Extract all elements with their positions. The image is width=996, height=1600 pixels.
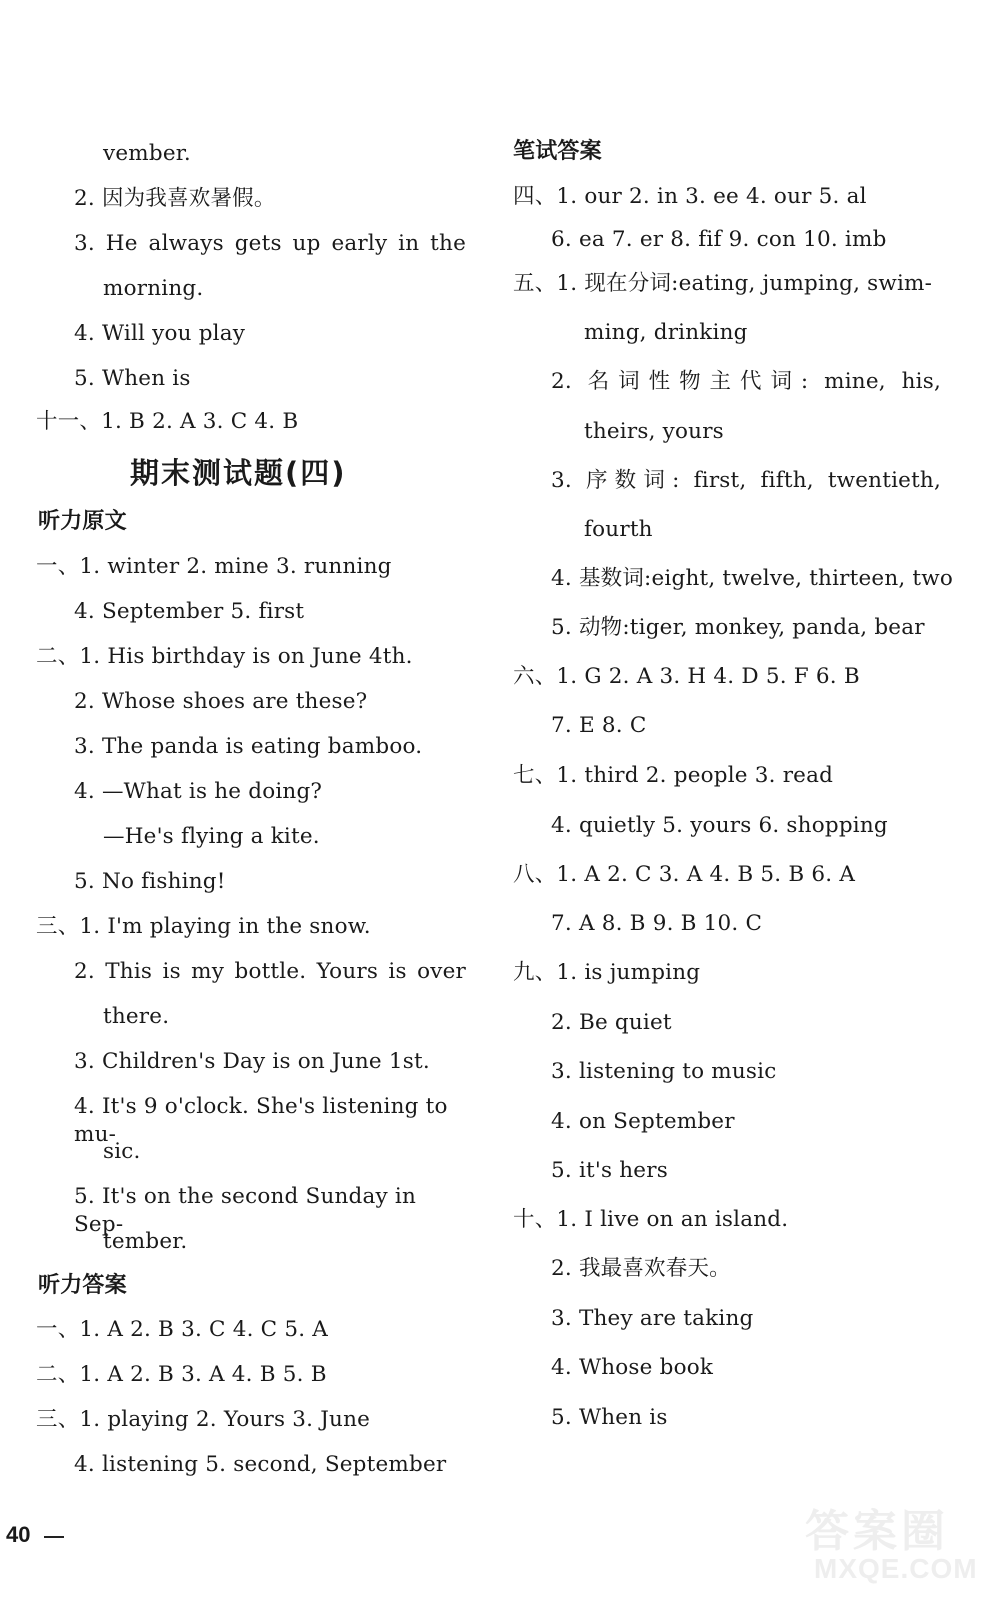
carry-line-3b: morning. (103, 276, 204, 301)
section-4-line-b: 6. ea 7. er 8. fif 9. con 10. imb (551, 227, 887, 252)
section-8-line-a: 八、1. A 2. C 3. A 4. B 5. B 6. A (513, 862, 856, 887)
section-3-item-2a: 2. This is my bottle. Yours is over (74, 959, 466, 984)
section-2-item-4b: —He's flying a kite. (103, 824, 320, 849)
section-9-item-4: 4. on September (551, 1109, 735, 1134)
section-1-line-b: 4. September 5. first (74, 599, 305, 624)
section-5-item-4: 4. 基数词:eight, twelve, thirteen, two (551, 566, 954, 591)
section-11-answers: 十一、1. B 2. A 3. C 4. B (36, 409, 299, 434)
section-3-item-1: 三、1. I'm playing in the snow. (36, 914, 371, 939)
watermark-bottom-text: MXQE.COM (814, 1553, 978, 1584)
section-3-item-4a: 4. It's 9 o'clock. She's listening to mu- (74, 1094, 448, 1147)
section-9-item-5: 5. it's hers (551, 1158, 668, 1183)
carry-line-4: 4. Will you play (74, 321, 246, 346)
section-5-item-1b: ming, drinking (584, 320, 748, 345)
section-3-item-3: 3. Children's Day is on June 1st. (74, 1049, 430, 1074)
section-10-item-3: 3. They are taking (551, 1306, 754, 1331)
carry-line-1: vember. (103, 141, 191, 166)
section-10-item-4: 4. Whose book (551, 1355, 714, 1380)
section-10-item-2: 2. 我最喜欢春天。 (551, 1256, 731, 1281)
section-5-item-3b: fourth (584, 517, 653, 542)
section-2-item-3: 3. The panda is eating bamboo. (74, 734, 423, 759)
carry-line-5: 5. When is (74, 366, 191, 391)
section-1-line-a: 一、1. winter 2. mine 3. running (36, 554, 392, 579)
section-3-item-5a: 5. It's on the second Sunday in Sep- (74, 1184, 417, 1237)
section-10-item-5: 5. When is (551, 1405, 668, 1430)
section-2-item-1: 二、1. His birthday is on June 4th. (36, 644, 413, 669)
section-5-item-2b: theirs, yours (584, 419, 724, 444)
section-10-item-1: 十、1. I live on an island. (513, 1207, 789, 1232)
answers-section-3a: 三、1. playing 2. Yours 3. June (36, 1407, 371, 1432)
answers-section-2: 二、1. A 2. B 3. A 4. B 5. B (36, 1362, 327, 1387)
section-6-line-a: 六、1. G 2. A 3. H 4. D 5. F 6. B (513, 664, 860, 689)
section-5-item-2a: 2. 名词性物主代词: mine, his, (551, 369, 941, 394)
section-5-item-5: 5. 动物:tiger, monkey, panda, bear (551, 615, 925, 640)
section-9-item-1: 九、1. is jumping (513, 960, 701, 985)
listening-answers-heading: 听力答案 (38, 1273, 127, 1298)
section-2-item-5: 5. No fishing! (74, 869, 226, 894)
section-5-item-1a: 五、1. 现在分词:eating, jumping, swim- (513, 271, 933, 296)
section-9-item-3: 3. listening to music (551, 1059, 777, 1084)
carry-line-3a: 3. He always gets up early in the (74, 231, 466, 256)
page-number-dash (44, 1536, 64, 1538)
section-5-item-3a: 3. 序数词: first, fifth, twentieth, (551, 468, 941, 493)
section-2-item-4a: 4. —What is he doing? (74, 779, 323, 804)
section-7-line-b: 4. quietly 5. yours 6. shopping (551, 813, 888, 838)
section-3-item-4b: sic. (103, 1139, 141, 1164)
section-2-item-2: 2. Whose shoes are these? (74, 689, 368, 714)
section-3-item-2b: there. (103, 1004, 170, 1029)
listening-script-heading: 听力原文 (38, 509, 127, 534)
section-4-line-a: 四、1. our 2. in 3. ee 4. our 5. al (513, 184, 867, 209)
section-8-line-b: 7. A 8. B 9. B 10. C (551, 911, 763, 936)
section-6-line-b: 7. E 8. C (551, 713, 647, 738)
watermark-logo (800, 1495, 980, 1595)
section-7-line-a: 七、1. third 2. people 3. read (513, 763, 834, 788)
answers-section-1: 一、1. A 2. B 3. C 4. C 5. A (36, 1317, 329, 1342)
carry-line-2: 2. 因为我喜欢暑假。 (74, 186, 276, 211)
section-9-item-2: 2. Be quiet (551, 1010, 672, 1035)
page-number: 40 (6, 1522, 31, 1547)
test-title: 期末测试题(四) (130, 456, 347, 490)
section-3-item-5b: tember. (103, 1229, 188, 1254)
answers-section-3b: 4. listening 5. second, September (74, 1452, 447, 1477)
written-answers-heading: 笔试答案 (513, 139, 602, 164)
watermark-top-text: 答案圈 (805, 1506, 949, 1557)
